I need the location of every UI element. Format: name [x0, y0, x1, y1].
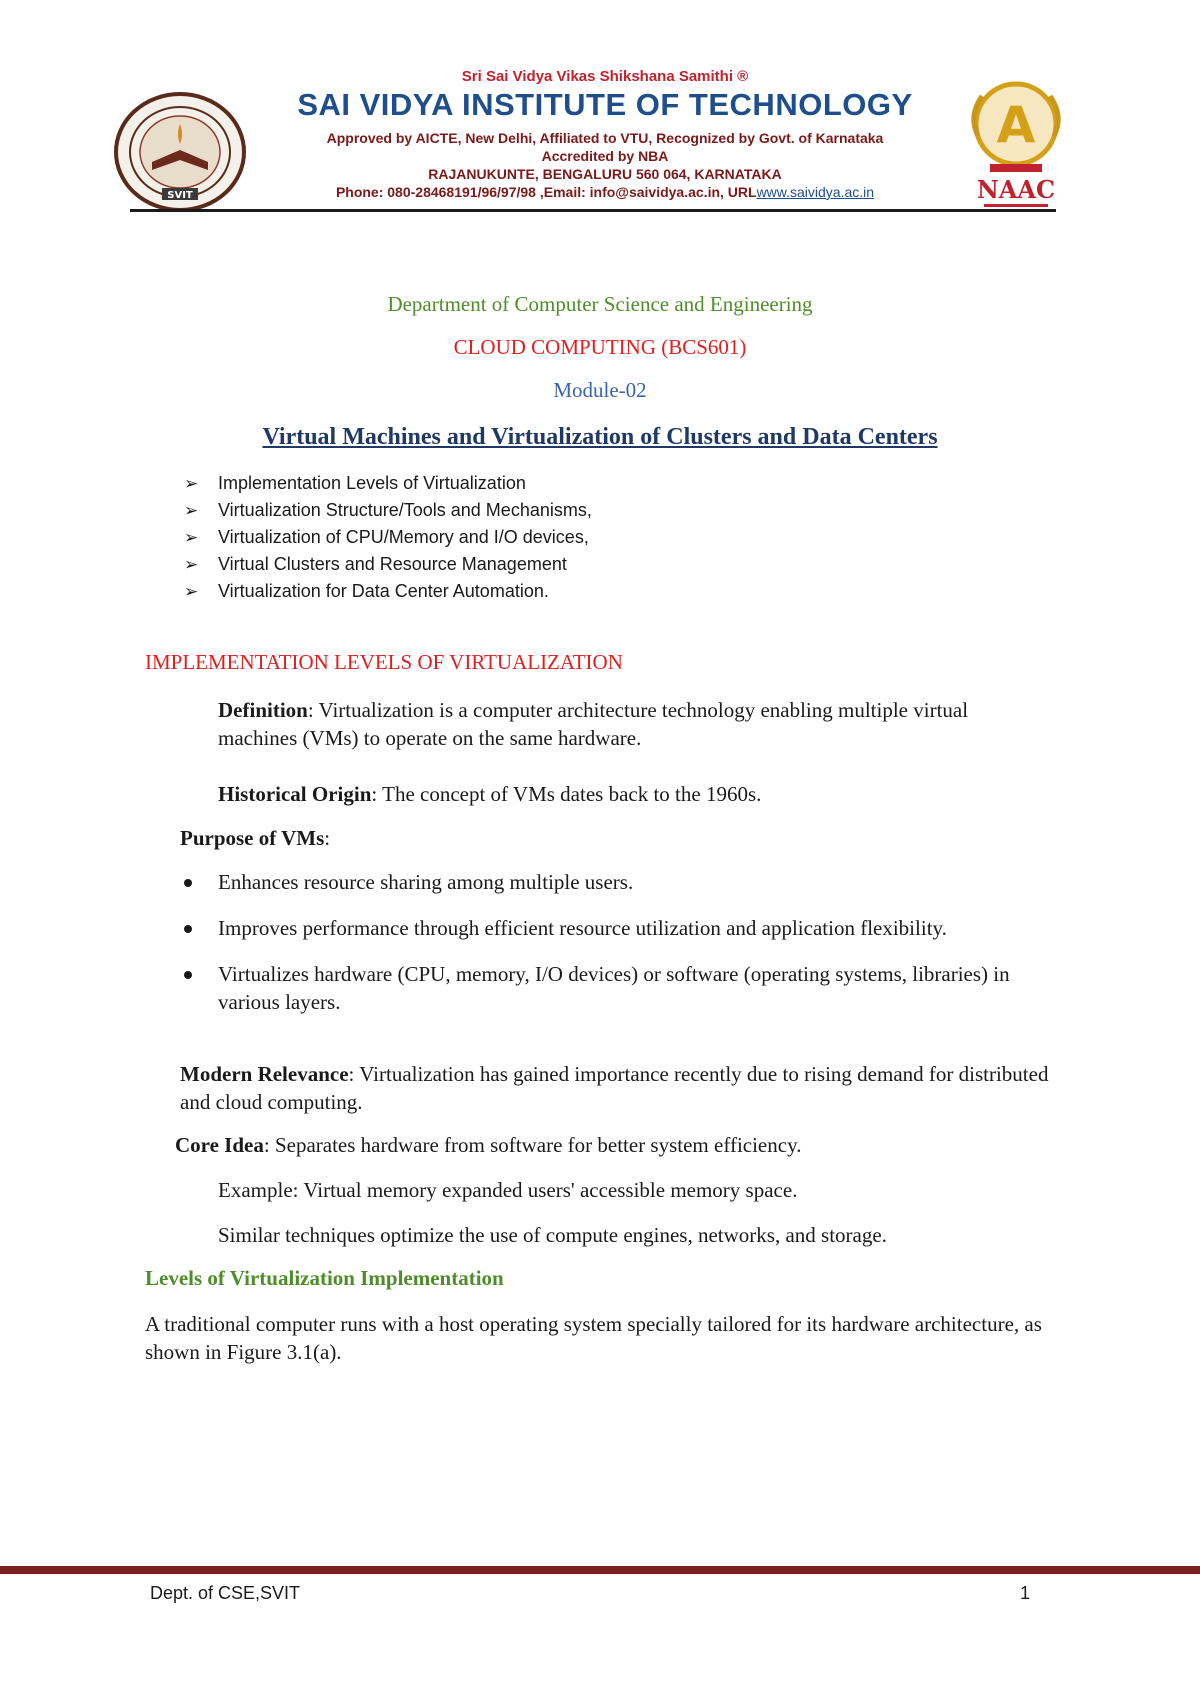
relevance-label: Modern Relevance — [180, 1062, 349, 1086]
svit-seal-logo — [112, 90, 248, 214]
samithi-name: Sri Sai Vidya Vikas Shikshana Samithi ® — [461, 68, 749, 85]
arrow-bullet-icon: ➢ — [184, 582, 199, 601]
topic-item — [184, 551, 592, 578]
address-line: RAJANUKUNTE, BENGALURU 560 064, KARNATAKA — [428, 166, 782, 182]
core-idea-label: Core Idea — [175, 1133, 264, 1157]
purpose-text: Virtualizes hardware (CPU, memory, I/O devices) or software (operating systems, libraries) in various layers. — [218, 962, 1010, 1014]
levels-paragraph: A traditional computer runs with a host operating system specially tailored for its hardware architecture, as shown in Figure 3.1(a). — [145, 1312, 1042, 1364]
svit-logo-text: SVIT — [167, 190, 193, 201]
topic-label: Virtualization of CPU/Memory and I/O devices, — [218, 527, 589, 547]
origin-label: Historical Origin — [218, 782, 372, 806]
letterhead-divider — [130, 209, 1056, 212]
definition-label: Definition — [218, 698, 308, 722]
letterhead — [100, 60, 1100, 220]
topic-label: Virtualization for Data Center Automation. — [218, 581, 549, 601]
example-paragraph: Example: Virtual memory expanded users' accessible memory space. — [218, 1178, 798, 1202]
department-heading: Department of Computer Science and Engineering — [387, 292, 813, 316]
naac-label-text: NAAC — [976, 175, 1056, 204]
topic-label: Virtualization Structure/Tools and Mechanisms, — [218, 500, 592, 520]
arrow-bullet-icon: ➢ — [184, 555, 199, 574]
topic-item — [184, 578, 592, 605]
module-heading: Module-02 — [553, 378, 647, 402]
naac-grade-text: A — [996, 96, 1036, 154]
naac-grade-logo — [960, 76, 1072, 216]
arrow-bullet-icon: ➢ — [184, 528, 199, 547]
core-idea-paragraph — [175, 1131, 1055, 1159]
footer-department: Dept. of CSE,SVIT — [150, 1583, 301, 1603]
topic-item — [184, 470, 592, 497]
purpose-text: Improves performance through efficient resource utilization and application flexibility. — [218, 916, 947, 940]
bullet-dot-icon — [184, 879, 192, 887]
purpose-item — [180, 960, 1060, 1016]
institute-name: SAI VIDYA INSTITUTE OF TECHNOLOGY — [297, 87, 913, 122]
origin-text: : The concept of VMs dates back to the 1960s. — [371, 782, 762, 806]
document-title: Virtual Machines and Virtualization of Clusters and Data Centers — [262, 424, 938, 450]
footer-divider — [0, 1566, 1200, 1574]
approval-line: Approved by AICTE, New Delhi, Affiliated to VTU, Recognized by Govt. of Karnataka — [326, 130, 884, 146]
topic-label: Implementation Levels of Virtualization — [218, 473, 526, 493]
arrow-bullet-icon: ➢ — [184, 474, 199, 493]
arrow-bullet-icon: ➢ — [184, 501, 199, 520]
relevance-paragraph — [180, 1060, 1060, 1116]
purpose-heading — [180, 824, 1010, 852]
page-number: 1 — [1020, 1583, 1031, 1603]
origin-paragraph — [218, 780, 1048, 808]
purpose-item — [180, 868, 1060, 896]
letterhead-text — [250, 60, 960, 201]
topic-label: Virtual Clusters and Resource Management — [218, 554, 567, 574]
contact-line — [250, 183, 960, 201]
course-heading: CLOUD COMPUTING (BCS601) — [453, 335, 747, 359]
definition-paragraph — [218, 696, 1048, 752]
relevance-text: : Virtualization has gained importance recently due to rising demand for distributed and cloud computing. — [180, 1062, 1049, 1114]
core-idea-text: : Separates hardware from software for better system efficiency. — [263, 1133, 802, 1157]
purpose-list — [180, 868, 1060, 1034]
purpose-item — [180, 914, 1060, 942]
bullet-dot-icon — [184, 971, 192, 979]
purpose-label: Purpose of VMs — [180, 826, 325, 850]
contact-text: Phone: 080-28468191/96/97/98 ,Email: info@saividya.ac.in, URL — [335, 184, 757, 200]
topic-list — [184, 470, 592, 605]
similar-techniques-paragraph: Similar techniques optimize the use of compute engines, networks, and storage. — [218, 1223, 887, 1247]
purpose-colon: : — [324, 826, 331, 850]
levels-subheading: Levels of Virtualization Implementation — [145, 1266, 504, 1290]
website-link[interactable]: www.saividya.ac.in — [756, 184, 875, 200]
topic-item — [184, 497, 592, 524]
accreditation-line: Accredited by NBA — [541, 148, 669, 164]
bullet-dot-icon — [184, 925, 192, 933]
section-heading: IMPLEMENTATION LEVELS OF VIRTUALIZATION — [145, 650, 623, 674]
purpose-text: Enhances resource sharing among multiple users. — [218, 870, 634, 894]
definition-text: : Virtualization is a computer architecture technology enabling multiple virtual machines (VMs) to operate on the same hardware. — [218, 698, 969, 750]
topic-item — [184, 524, 592, 551]
